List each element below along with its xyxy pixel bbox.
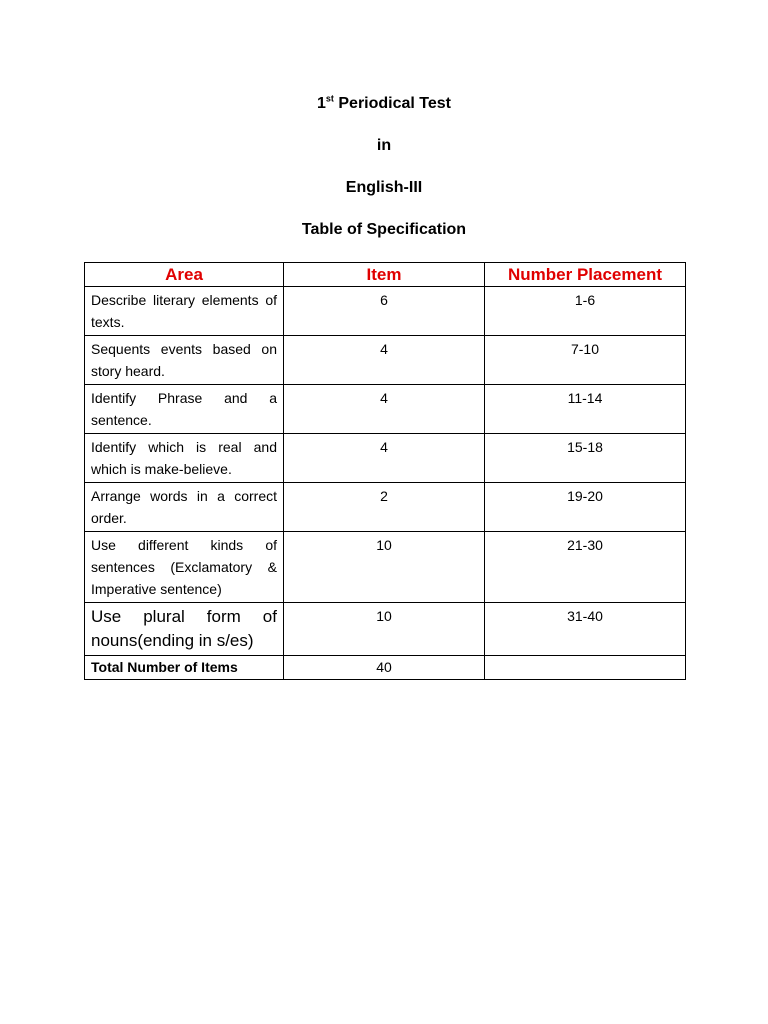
specification-table	[84, 262, 686, 680]
item-cell: 4	[284, 434, 485, 483]
table-header-row	[85, 263, 686, 287]
title-line-subject: English-III	[345, 179, 423, 196]
item-cell: 10	[284, 603, 485, 656]
item-cell: 4	[284, 385, 485, 434]
title-line-table-name: Table of Specification	[301, 221, 467, 238]
table-row	[85, 385, 686, 434]
area-cell: Identify which is real and which is make-believe.	[85, 434, 284, 483]
table-row	[85, 434, 686, 483]
area-cell: Use plural form of nouns(ending in s/es)	[85, 603, 284, 656]
item-cell: 6	[284, 287, 485, 336]
area-cell: Use different kinds of sentences (Exclamatory & Imperative sentence)	[85, 532, 284, 603]
item-cell: 4	[284, 336, 485, 385]
title-superscript: st	[325, 93, 334, 104]
area-cell: Describe literary elements of texts.	[85, 287, 284, 336]
title-line-test	[0, 94, 768, 136]
area-cell: Arrange words in a correct order.	[85, 483, 284, 532]
total-item-cell: 40	[284, 656, 485, 680]
total-label: Total Number of Items	[85, 656, 284, 680]
item-cell: 10	[284, 532, 485, 603]
table-row	[85, 483, 686, 532]
title-test-name: Periodical Test	[333, 95, 451, 112]
placement-cell: 1-6	[485, 287, 686, 336]
placement-cell: 31-40	[485, 603, 686, 656]
table-row	[85, 287, 686, 336]
area-cell: Sequents events based on story heard.	[85, 336, 284, 385]
placement-cell: 19-20	[485, 483, 686, 532]
header-area: Area	[85, 263, 284, 287]
placement-cell: 21-30	[485, 532, 686, 603]
header-item: Item	[284, 263, 485, 287]
table-row	[85, 603, 686, 656]
title-number: 1	[317, 95, 326, 112]
table-row	[85, 336, 686, 385]
title-line-in: in	[376, 137, 392, 154]
placement-cell: 7-10	[485, 336, 686, 385]
header-number-placement: Number Placement	[485, 263, 686, 287]
placement-cell: 15-18	[485, 434, 686, 483]
document-title	[0, 94, 768, 262]
table-row	[85, 532, 686, 603]
area-cell: Identify Phrase and a sentence.	[85, 385, 284, 434]
placement-cell: 11-14	[485, 385, 686, 434]
item-cell: 2	[284, 483, 485, 532]
total-row	[85, 656, 686, 680]
total-placement-cell	[485, 656, 686, 680]
